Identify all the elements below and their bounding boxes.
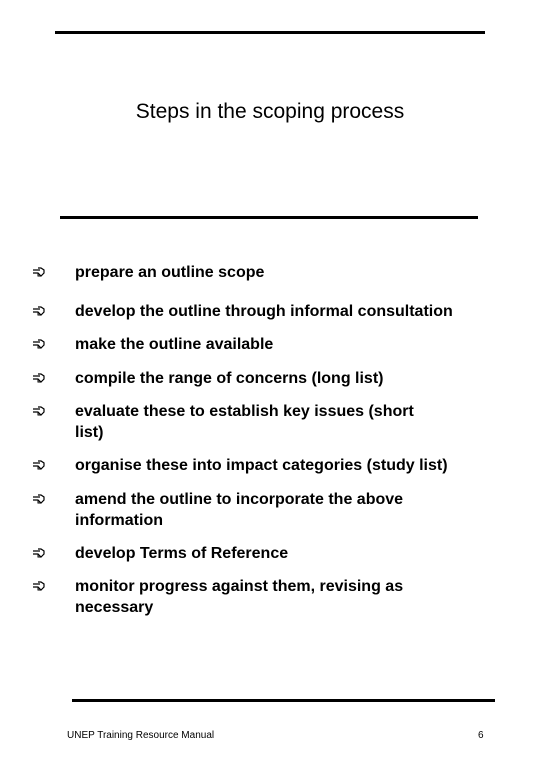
slide-title: Steps in the scoping process — [135, 100, 405, 123]
list-item-text: evaluate these to establish key issues (short list) — [75, 403, 414, 441]
pointing-hand-icon — [32, 265, 46, 279]
title-divider — [60, 216, 478, 219]
footer-source: UNEP Training Resource Manual — [67, 730, 215, 741]
list-item-text: organise these into impact categories (study list) — [75, 457, 448, 474]
list-item-text: compile the range of concerns (long list) — [75, 370, 384, 387]
pointing-hand-icon — [32, 304, 46, 318]
top-divider — [55, 31, 485, 34]
pointing-hand-icon — [32, 404, 46, 418]
pointing-hand-icon — [32, 579, 46, 593]
list-item-text: develop the outline through informal consultation — [75, 303, 453, 320]
pointing-hand-icon — [32, 371, 46, 385]
pointing-hand-icon — [32, 492, 46, 506]
list-item-text: monitor progress against them, revising as necessary — [75, 578, 404, 616]
list-item-text: prepare an outline scope — [75, 264, 265, 281]
pointing-hand-icon — [32, 458, 46, 472]
list-item-text: develop Terms of Reference — [75, 545, 289, 562]
pointing-hand-icon — [32, 337, 46, 351]
list-item-text: amend the outline to incorporate the above information — [75, 491, 404, 529]
page-number: 6 — [478, 730, 484, 741]
pointing-hand-icon — [32, 546, 46, 560]
footer-divider — [72, 699, 495, 702]
list-item-text: make the outline available — [75, 336, 274, 353]
